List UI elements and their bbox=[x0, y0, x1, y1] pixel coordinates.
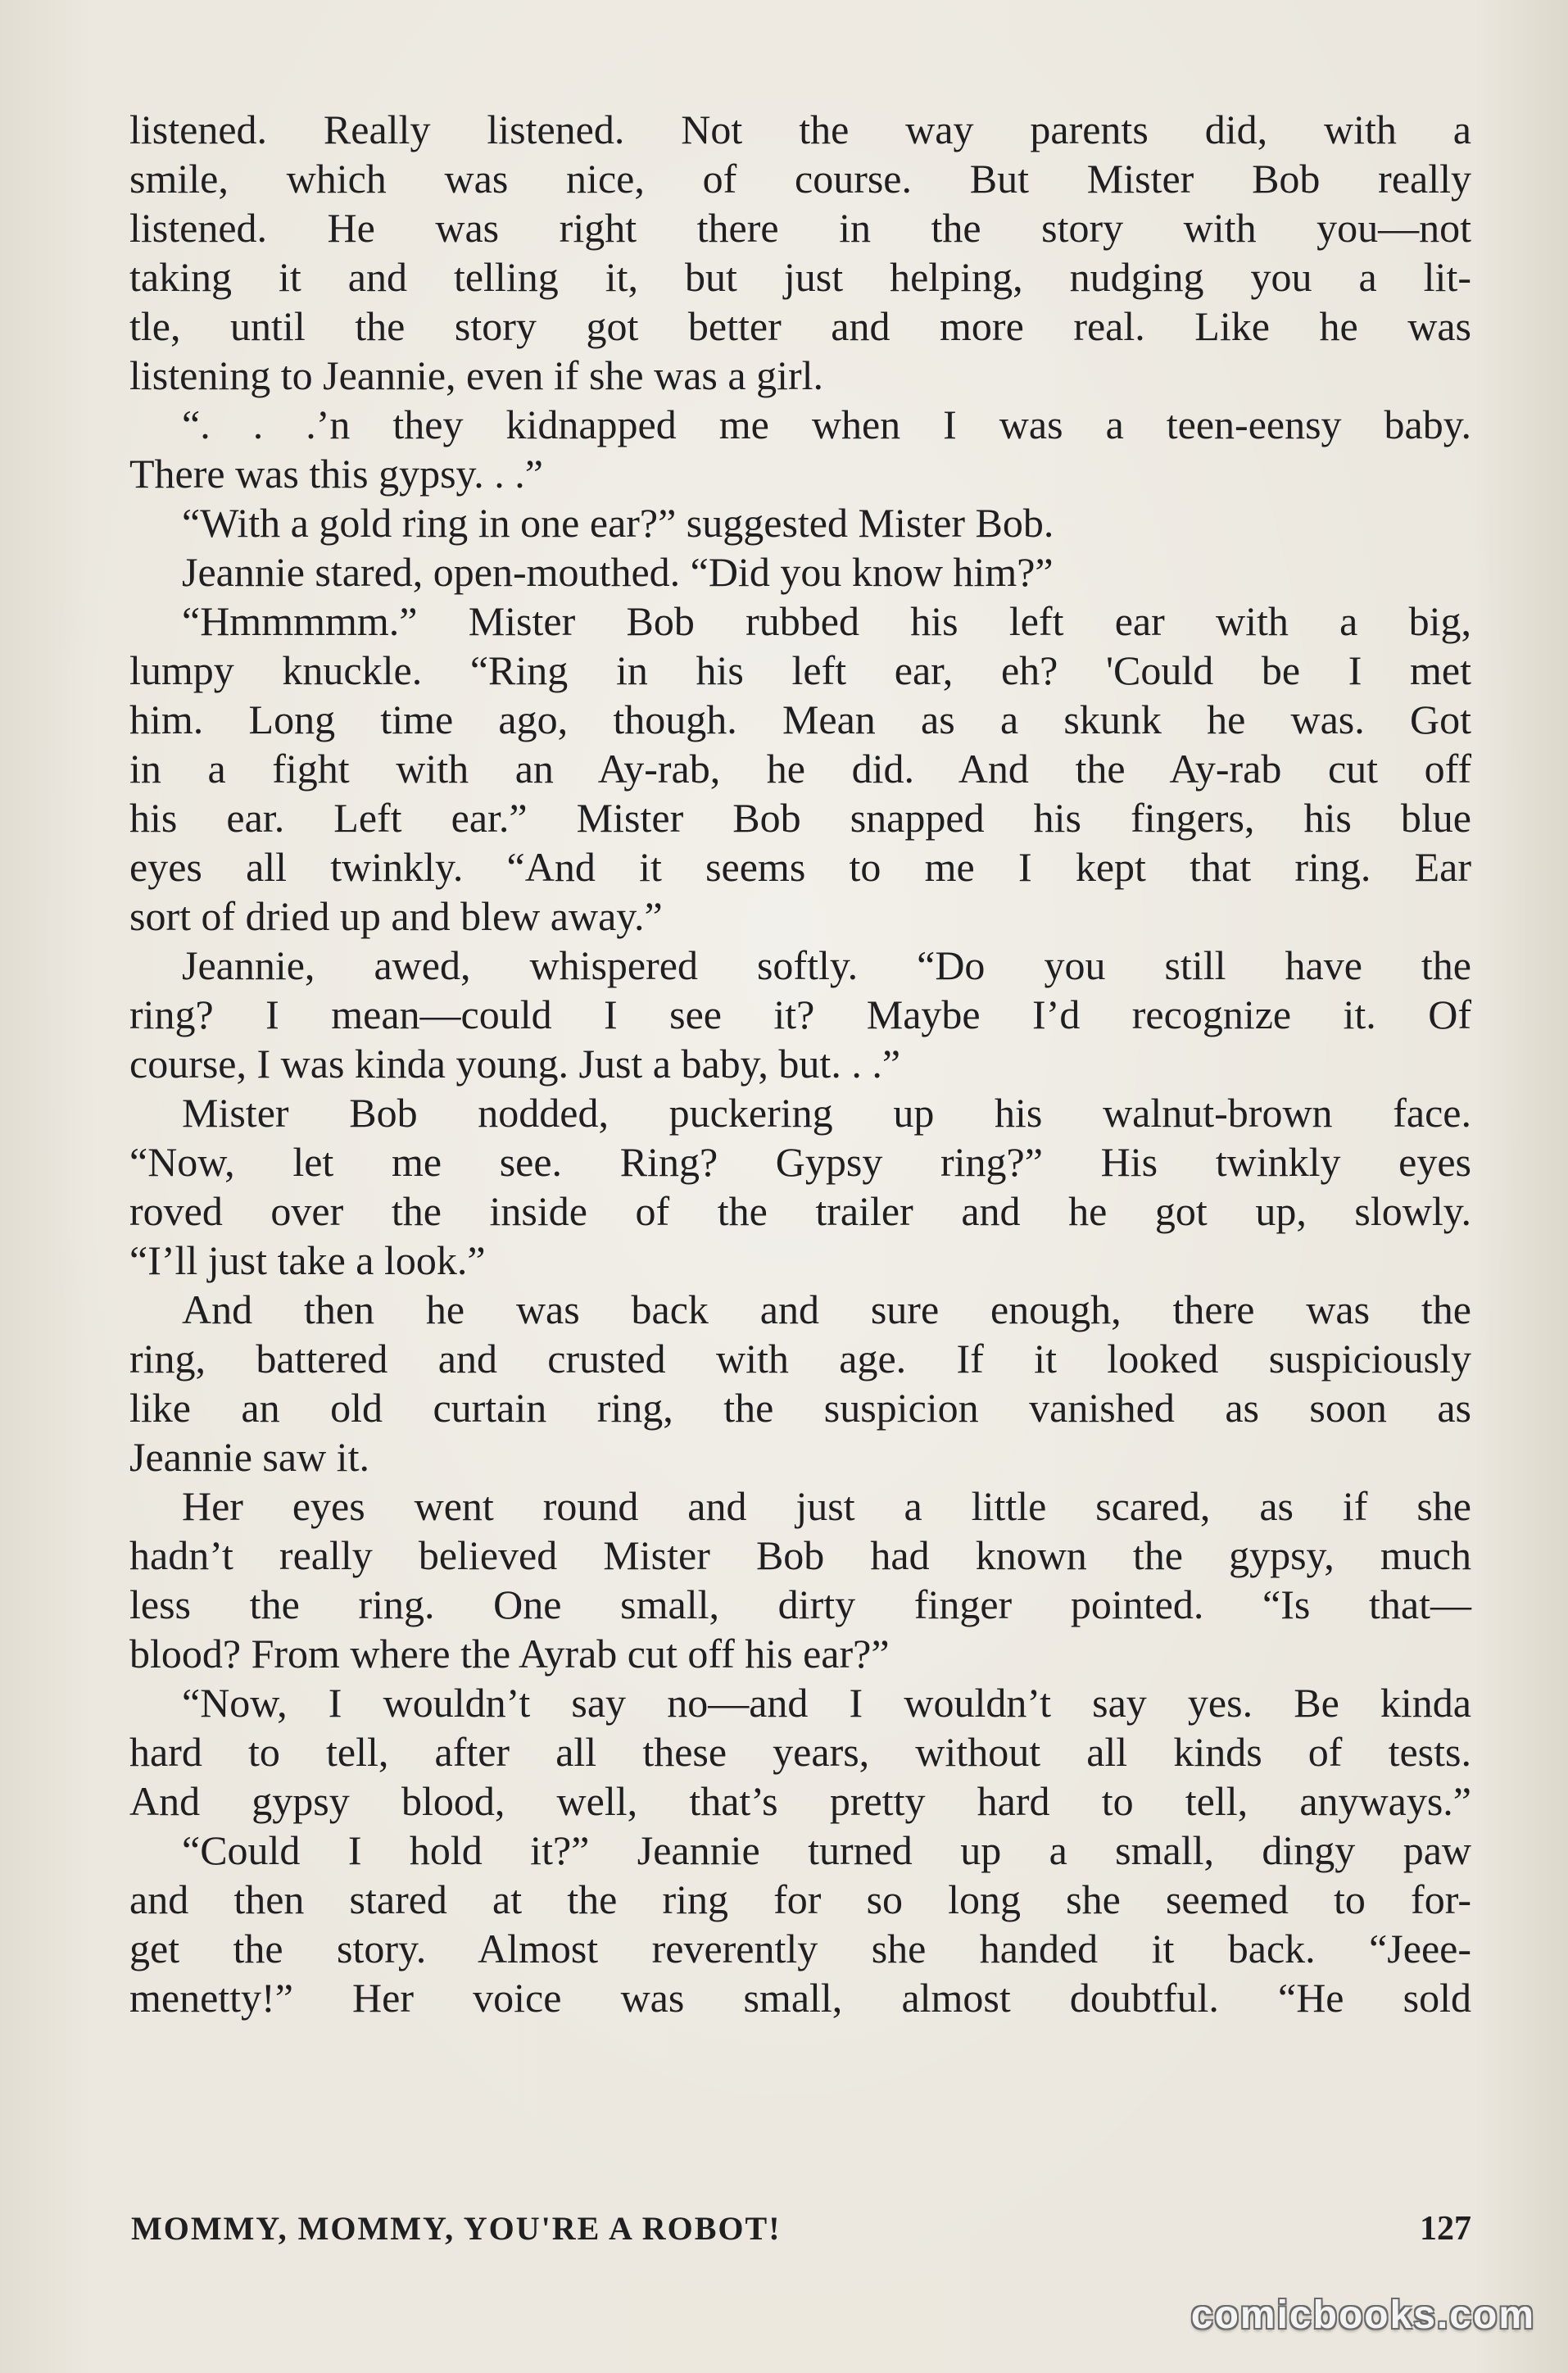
text-line: listened. Really listened. Not the way parents did, with a bbox=[129, 107, 1471, 152]
site-watermark: comicbooks.com bbox=[1190, 2294, 1535, 2337]
text-line: tle, until the story got better and more real. Like he was bbox=[129, 303, 1471, 349]
text-line: “With a gold ring in one ear?” suggested Mister Bob. bbox=[182, 500, 1054, 546]
text-line: Jeannie stared, open-mouthed. “Did you know him?” bbox=[182, 549, 1054, 595]
text-line: “I’ll just take a look.” bbox=[129, 1237, 486, 1283]
text-line: And gypsy blood, well, that’s pretty hard to tell, anyways.” bbox=[129, 1778, 1471, 1824]
text-line: And then he was back and sure enough, there was the bbox=[182, 1286, 1471, 1332]
page-footer bbox=[131, 2204, 1471, 2253]
running-title: MOMMY, MOMMY, YOU'RE A ROBOT! bbox=[131, 2210, 782, 2247]
text-line: “Could I hold it?” Jeannie turned up a small, dingy paw bbox=[182, 1827, 1471, 1873]
text-line: “Now, I wouldn’t say no—and I wouldn’t say yes. Be kinda bbox=[182, 1680, 1471, 1726]
text-line: ring, battered and crusted with age. If it looked suspiciously bbox=[129, 1336, 1471, 1382]
text-line: like an old curtain ring, the suspicion vanished as soon as bbox=[129, 1385, 1471, 1431]
text-line: in a fight with an Ay-rab, he did. And the Ay-rab cut off bbox=[129, 746, 1471, 792]
story-text bbox=[129, 105, 1471, 2022]
page-number: 127 bbox=[1420, 2210, 1471, 2248]
text-line: Jeannie, awed, whispered softly. “Do you still have the bbox=[182, 942, 1471, 988]
text-line: Mister Bob nodded, puckering up his walnut-brown face. bbox=[182, 1090, 1471, 1136]
text-line: sort of dried up and blew away.” bbox=[129, 893, 663, 939]
text-line: menetty!” Her voice was small, almost doubtful. “He sold bbox=[129, 1975, 1471, 2021]
text-line: hadn’t really believed Mister Bob had known the gypsy, much bbox=[129, 1532, 1471, 1578]
text-line: Her eyes went round and just a little scared, as if she bbox=[182, 1483, 1471, 1529]
text-line: blood? From where the Ayrab cut off his ear?” bbox=[129, 1631, 890, 1677]
text-line: “. . .’n they kidnapped me when I was a teen-eensy baby. bbox=[182, 402, 1471, 447]
text-line: Jeannie saw it. bbox=[129, 1434, 369, 1480]
text-line: smile, which was nice, of course. But Mister Bob really bbox=[129, 156, 1471, 202]
text-line: get the story. Almost reverently she handed it back. “Jeee- bbox=[129, 1926, 1471, 1971]
text-line: less the ring. One small, dirty finger pointed. “Is that— bbox=[129, 1581, 1471, 1627]
text-line: him. Long time ago, though. Mean as a skunk he was. Got bbox=[129, 696, 1471, 742]
text-line: There was this gypsy. . .” bbox=[129, 451, 543, 497]
text-line: lumpy knuckle. “Ring in his left ear, eh? 'Could be I met bbox=[129, 647, 1471, 693]
text-line: “Hmmmmm.” Mister Bob rubbed his left ear with a big, bbox=[182, 598, 1471, 644]
text-line: hard to tell, after all these years, without all kinds of tests. bbox=[129, 1729, 1471, 1775]
text-line: “Now, let me see. Ring? Gypsy ring?” His twinkly eyes bbox=[129, 1139, 1471, 1185]
text-line: roved over the inside of the trailer and he got up, slowly. bbox=[129, 1188, 1471, 1234]
text-line: ring? I mean—could I see it? Maybe I’d recognize it. Of bbox=[129, 991, 1471, 1037]
text-line: listened. He was right there in the story with you—not bbox=[129, 205, 1471, 251]
text-line: and then stared at the ring for so long she seemed to for- bbox=[129, 1876, 1471, 1922]
text-line: listening to Jeannie, even if she was a girl. bbox=[129, 352, 823, 398]
text-line: course, I was kinda young. Just a baby, but. . .” bbox=[129, 1041, 901, 1087]
text-line: eyes all twinkly. “And it seems to me I kept that ring. Ear bbox=[129, 844, 1471, 890]
text-line: his ear. Left ear.” Mister Bob snapped his fingers, his blue bbox=[129, 795, 1471, 841]
text-line: taking it and telling it, but just helping, nudging you a lit- bbox=[129, 254, 1471, 300]
